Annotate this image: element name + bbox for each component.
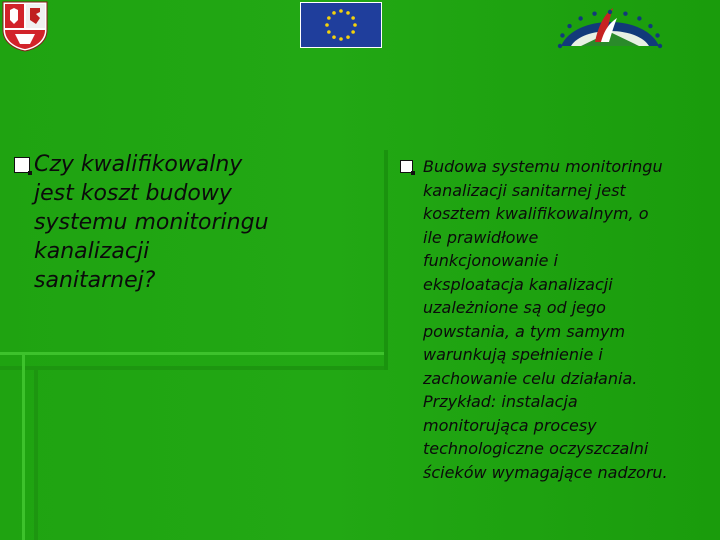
decorative-stripe: [0, 352, 386, 355]
checkbox-bullet-icon: [400, 160, 413, 173]
answer-block: [400, 155, 710, 484]
decorative-stripe: [0, 366, 386, 370]
decorative-stripe: [34, 366, 38, 540]
checkbox-bullet-icon: [14, 157, 30, 173]
decorative-stripe: [22, 352, 25, 540]
coat-of-arms-icon: [0, 0, 50, 52]
eu-flag-icon: [300, 2, 382, 48]
answer-text: Budowa systemu monitoringu kanalizacji sanitarnej jest kosztem kwalifikowalnym, o ile prawidłowe funkcjonowanie i eksploatacja kanalizacji uzależnione są od jego powstania, a tym samym warunkują spełnienie i zachowanie celu działania. Przykład: instalacja monitorująca procesy technologiczne oczyszczalni ścieków wymagające nadzoru.: [423, 157, 668, 482]
column-divider: [384, 150, 388, 370]
question-text: Czy kwalifikowalny jest koszt budowy systemu monitoringu kanalizacji sanitarnej?: [34, 152, 269, 293]
partnership-logo-icon: [555, 2, 665, 54]
question-block: [14, 150, 334, 295]
